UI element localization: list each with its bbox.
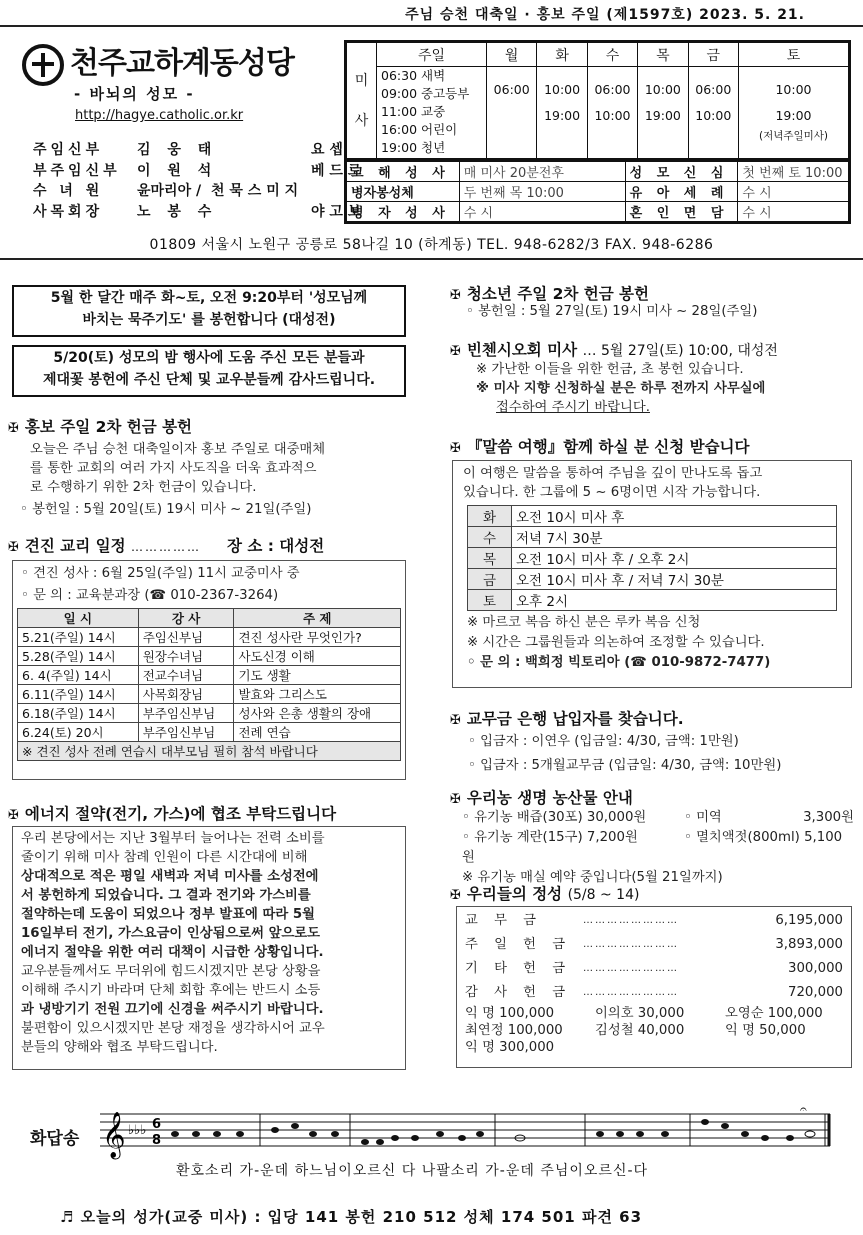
star-icon: ✠ (450, 888, 461, 903)
cross-logo-icon (22, 44, 64, 86)
treble-clef-icon: 𝄞 (102, 1112, 126, 1158)
farm-body: ◦ 유기농 배즙(30포) 30,000원 ◦ 미역 3,300원 ◦ 유기농 계란(15구) 7,200원 ◦ 멸치액젓(800ml) 5,100원 ※ 유기농 매실 예약 중입니다(5월 21일까지) (462, 810, 854, 885)
offer-row: 주 일 헌 금 …………………… 3,893,000 (465, 937, 843, 952)
offer-row: 기 타 헌 금 …………………… 300,000 (465, 961, 843, 976)
star-icon: ✠ (450, 792, 461, 807)
psalm-label: 화답송 (30, 1129, 80, 1149)
gyeonjin-note: ※ 견진 성사 전례 연습시 대부모님 필히 참석 바랍니다 (18, 742, 401, 761)
parish-logo (22, 38, 294, 86)
psalm-music (20, 1098, 850, 1180)
address-bar: 01809 서울시 노원구 공릉로 58나길 10 (하계동) TEL. 948-6282/3 FAX. 948-6286 (0, 232, 863, 260)
star-icon: ✠ (8, 540, 19, 555)
notice-rosary: 5월 한 달간 매주 화~토, 오전 9:20부터 '성모님께 바치는 묵주기도' 를 봉헌합니다 (대성전) (12, 285, 406, 337)
star-icon: ✠ (450, 288, 461, 303)
star-icon: ✠ (8, 808, 19, 823)
sacrament-schedule: 고 해 성 사 매 미사 20분전후 성 모 신 심 첫 번째 토 10:00 병자봉성체 두 번째 목 10:00 유 아 세 례 수 시 병 자 성 사 수 시 혼 인 면 담 수 시 (344, 160, 851, 224)
table-row: 5.21(주일) 14시 주임신부님 견진 성사란 무엇인가? (18, 628, 401, 647)
star-icon: ✠ (450, 713, 461, 728)
table-row: 6. 4(주일) 14시 전교수녀님 기도 생활 (18, 666, 401, 685)
offer-row: 교 무 금 …………………… 6,195,000 (465, 913, 843, 928)
offer-title: ✠ 우리들의 정성 (5/8 ~ 14) (450, 885, 640, 903)
patron: - 바뇌의 성모 - (74, 85, 195, 103)
donor-row: 익 명 300,000 (465, 1040, 555, 1055)
table-row: 금 오전 10시 미사 후 / 저녁 7시 30분 (468, 569, 837, 590)
svg-text:6: 6 (152, 1117, 162, 1132)
word-table (467, 505, 837, 611)
energy-body: 우리 본당에서는 지난 3월부터 늘어나는 전력 소비를 줄이기 위해 미사 참례 인원이 다른 시간대에 비해 상대적으로 적은 평일 새벽과 저녁 미사를 소성전에 서 봉헌하게 되었습니다. 그 결과 전기와 가스비를 절약하는데 도움이 되었으나 정부 발표에 따라 5월 16일부터 전기, 가스요금이 인상됨으로써 앞으로도 에너지 절약을 위한 여러 대책이 시급한 상황입니다. 교우분들께서도 무더위에 힘드시겠지만 본당 상황을 이해해 주시기 바라며 단체 회합 후에는 반드시 소등 과 냉방기기 전원 끄기에 신경을 써주시기 바랍니다. 불편함이 있으시겠지만 본당 재정을 생각하시어 교우 분들의 양해와 협조 부탁드립니다. (12, 826, 406, 1070)
gyeonjin-box: ◦ 견진 성사 : 6월 25일(주일) 11시 교중미사 중 ◦ 문 의 : 교육분과장 (☎ 010-2367-3264) 일 시 강 사 주 제 5.21(주일) 14시 주임신부님 견진 성사란 무엇인가? 5.28(주일) 14시 원장수녀님 사도신경 이해 6. 4(주일) 14시 전교수녀님 기도 생활 6.11(주일) 14시 사목회장님 발효와 그리스도 6.18(주일) 14시 부주임신부님 성사와 은총 생활의 장애 6.24(토) 20시 부주임신부님 전례 연습 ※ 견진 성사 전례 연습시 대부모님 필히 참석 바랍니다 (12, 560, 406, 780)
vincent-title: ✠ 빈첸시오회 미사 … 5월 27일(토) 10:00, 대성전 (450, 341, 778, 359)
star-icon: ✠ (8, 421, 19, 436)
staff-row: 주임신부 김 웅 태 요 셉 (33, 142, 343, 158)
table-row: 목 오전 10시 미사 후 / 오후 2시 (468, 548, 837, 569)
hymn-list: ♬ 오늘의 성가(교중 미사) : 입당 141 봉헌 210 512 성체 174 501 파견 63 (60, 1208, 643, 1226)
vincent-body: ※ 가난한 이들을 위한 헌금, 초 봉헌 있습니다. ※ 미사 지향 신청하실 분은 하루 전까지 사무실에 접수하여 주시기 바랍니다. (476, 362, 766, 415)
star-icon: ✠ (450, 344, 461, 359)
star-icon: ✠ (450, 441, 461, 456)
donor-row: 최연정 100,000 김성철 40,000 익 명 50,000 (465, 1023, 806, 1038)
staff-row: 사목회장 노 봉 수 야 고 보 (33, 203, 362, 220)
mass-label: 미 사 (347, 43, 377, 159)
svg-text:♭♭♭: ♭♭♭ (128, 1123, 147, 1138)
offer-box (456, 906, 852, 1068)
word-title: ✠ 『말씀 여행』함께 하실 분 신청 받습니다 (450, 438, 750, 456)
table-row: 토 오후 2시 (468, 590, 837, 611)
gyeonjin-table: 일 시 강 사 주 제 5.21(주일) 14시 주임신부님 견진 성사란 무엇인가? 5.28(주일) 14시 원장수녀님 사도신경 이해 6. 4(주일) 14시 전교수녀님 기도 생활 6.11(주일) 14시 사목회장님 발효와 그리스도 6.18(주일) 14시 부주임신부님 성사와 은총 생활의 장애 6.24(토) 20시 부주임신부님 전례 연습 ※ 견진 성사 전례 연습시 대부모님 필히 참석 바랍니다 (17, 608, 401, 761)
table-row: 6.24(토) 20시 부주임신부님 전례 연습 (18, 723, 401, 742)
offer-row: 감 사 헌 금 …………………… 720,000 (465, 985, 843, 1000)
table-row: 6.18(주일) 14시 부주임신부님 성사와 은총 생활의 장애 (18, 704, 401, 723)
mass-schedule: 미 사 주일 월 화 수 목 금 토 06:30 새벽 09:00 중고등부 11:00 교중 16:00 어린이 19:00 청년 06:00 10:00 19:00 06:00 10:00 10:00 19:00 06:00 10:00 10:00 19:00 (저녁주일미사) (344, 40, 851, 161)
staff-list (33, 140, 361, 222)
farm-title: ✠ 우리농 생명 농산물 안내 (450, 789, 633, 807)
sunday-times: 06:30 새벽 09:00 중고등부 11:00 교중 16:00 어린이 19:00 청년 (377, 67, 487, 159)
table-row: 화 오전 10시 미사 후 (468, 506, 837, 527)
word-box: 이 여행은 말씀을 통하여 주님을 깊이 만나도록 돕고 있습니다. 한 그룹에 5 ~ 6명이면 시작 가능합니다. 화 오전 10시 미사 후 수 저녁 7시 30분 목 오전 10시 미사 후 / 오후 2시 금 오전 10시 미사 후 / 저녁 7시 30분 토 오후 2시 ※ 마르코 복음 하신 분은 루카 복음 신청 ※ 시간은 그룹원들과 의논하여 조정할 수 있습니다. ◦ 문 의 : 백희정 빅토리아 (☎ 010-9872-7477) (452, 460, 852, 688)
youth-title: ✠ 청소년 주일 2차 헌금 봉헌 (450, 285, 650, 303)
issue-date: 주님 승천 대축일 · 홍보 주일 (제1597호) 2023. 5. 21. (405, 7, 805, 23)
notes (171, 1119, 815, 1145)
svg-text:8: 8 (152, 1133, 162, 1148)
hongbo-date: ◦ 봉헌일 : 5월 20일(토) 19시 미사 ~ 21일(주일) (20, 502, 312, 517)
bank-title: ✠ 교무금 은행 납입자를 찾습니다. (450, 710, 684, 728)
energy-title: ✠ 에너지 절약(전기, 가스)에 협조 부탁드립니다 (8, 805, 337, 823)
notice-thanks: 5/20(토) 성모의 밤 행사에 도움 주신 모든 분들과 제대꽃 봉헌에 주신 단체 및 교우분들께 감사드립니다. (12, 345, 406, 397)
svg-text:𝄐: 𝄐 (800, 1104, 807, 1116)
staff-row: 부주임신부 이 원 석 베 드 로 (33, 162, 362, 179)
table-row: 수 저녁 7시 30분 (468, 527, 837, 548)
table-row: 6.11(주일) 14시 사목회장님 발효와 그리스도 (18, 685, 401, 704)
gyeonjin-title: ✠ 견진 교리 일정 …………… 장 소 : 대성전 (8, 537, 325, 555)
donor-row: 익 명 100,000 이의호 30,000 오영순 100,000 (465, 1006, 823, 1021)
hongbo-body: 오늘은 주님 승천 대축일이자 홍보 주일로 대중매체 를 통한 교회의 여러 가지 사도직을 더욱 효과적으 로 수행하기 위한 2차 헌금이 있습니다. (30, 442, 326, 495)
psalm-lyrics: 환호소리 가-운데 하느님이오르신 다 나팔소리 가-운데 주님이오르신-다 (176, 1163, 649, 1179)
parish-name: 천주교하계동성당 (70, 46, 294, 81)
hongbo-title: ✠ 홍보 주일 2차 헌금 봉헌 (8, 418, 193, 436)
table-row: 5.28(주일) 14시 원장수녀님 사도신경 이해 (18, 647, 401, 666)
music-staff (100, 1104, 863, 1164)
date-bar (0, 0, 863, 27)
staff-row: 수 녀 원 윤마리아 / 천 묵 스 미 지 (33, 183, 299, 199)
parish-url[interactable]: http://hagye.catholic.or.kr (75, 108, 244, 123)
youth-date: ◦ 봉헌일 : 5월 27일(토) 19시 미사 ~ 28일(주일) (466, 304, 758, 319)
bank-body: ◦ 입금자 : 이연우 (입금일: 4/30, 금액: 1만원) ◦ 입금자 : 5개월교무금 (입금일: 4/30, 금액: 10만원) (468, 734, 782, 773)
